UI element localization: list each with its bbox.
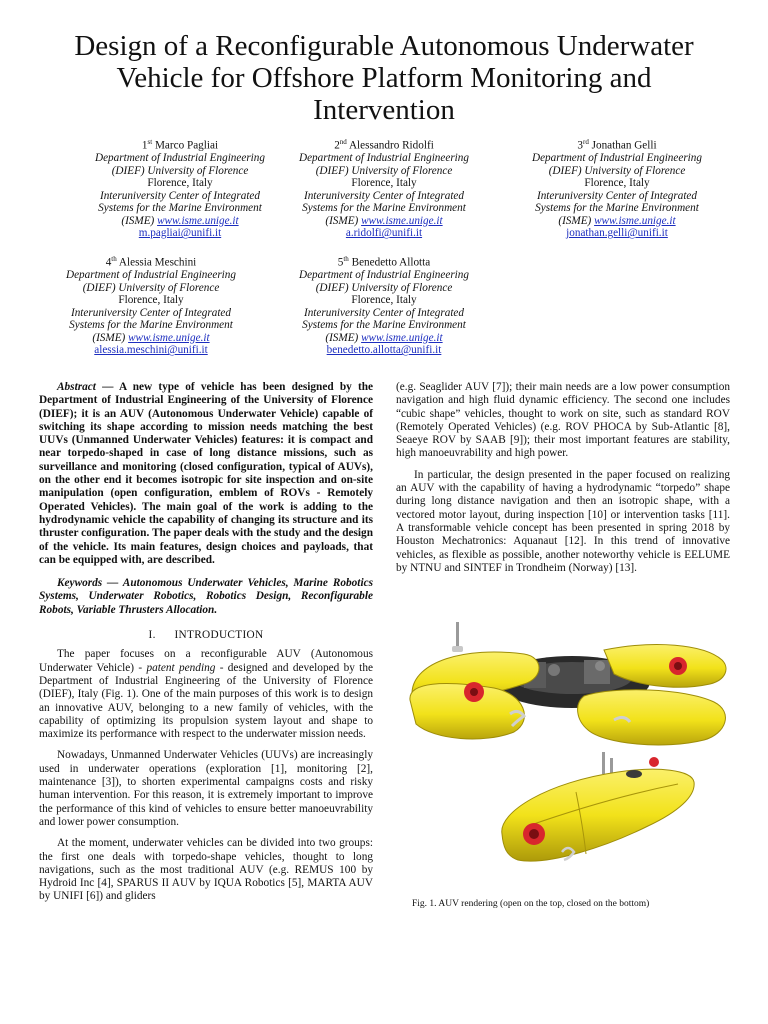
author-dept: Department of Industrial Engineering <box>66 269 236 282</box>
author-isme-line: (ISME) www.isme.unige.it <box>325 214 443 227</box>
author-univ: (DIEF) University of Florence <box>82 281 220 294</box>
author-city: Florence, Italy <box>147 177 213 190</box>
author-city: Florence, Italy <box>584 177 650 190</box>
intro-paragraph-1: The paper focuses on a reconfigurable AUV (Autonomous Underwater Vehicle) - patent pending - designed and developed by the Department of Industrial Engineering of the University of Florence (DIEF), Italy (Fig. 1). One of the main purposes of this work is to design an innovative AUV, belonging to a new family of vehicles, with the capability of optimizing its propulsion system layout and shape to maximize its performance with respect to the underwater mission needs. <box>39 648 373 741</box>
author-center-2: Systems for the Marine Environment <box>302 319 466 332</box>
author-dept: Department of Industrial Engineering <box>299 152 469 165</box>
author-center: Interuniversity Center of Integrated <box>536 189 697 202</box>
auv-closed-render <box>488 752 698 868</box>
author-dept: Department of Industrial Engineering <box>299 269 469 282</box>
email-link[interactable]: a.ridolfi@unifi.it <box>345 227 423 240</box>
author-name: 2nd Alessandro Ridolfi <box>334 138 434 152</box>
author-city: Florence, Italy <box>351 177 417 190</box>
author-name: 4th Alessia Meschini <box>105 255 197 269</box>
right-column <box>396 381 730 575</box>
author-city: Florence, Italy <box>351 294 417 307</box>
intro-paragraph-3: At the moment, underwater vehicles can be divided into two groups: the first one deals with torpedo-shape vehicles, thought to long navigations, such as the most traditional AUV (e.g. REMUS 100 by Hydroid Inc [4], SPARUS II AUV by IQUA Robotics [5], MARTA AUV by UNIFI [6]) and gliders <box>39 837 373 903</box>
email-link[interactable]: benedetto.allotta@unifi.it <box>326 344 442 357</box>
author-center-2: Systems for the Marine Environment <box>535 202 699 215</box>
email-link[interactable]: m.pagliai@unifi.it <box>138 227 222 240</box>
section-title: INTRODUCTION <box>174 629 264 642</box>
author-2 <box>269 136 499 240</box>
intro-paragraph-2: Nowadays, Unmanned Underwater Vehicles (UUVs) are increasingly used in underwater operations (exploration [1], monitoring [2], maintenance [3]), to shorten experimental campaigns costs and risky human intervention. For this reason, it is extremely important to improve the performance of this kind of vehicles to ensure better manoeuvrability and lower power consumption. <box>39 749 373 828</box>
author-dept: Department of Industrial Engineering <box>532 152 702 165</box>
right-paragraph-1: (e.g. Seaglider AUV [7]); their main needs are a low power consumption navigation and high fluid dynamic efficiency. The second one includes “cubic shape” vehicles, thought to work on site, such as standard ROV (Remotely Operated Vehicles) (e.g. ROV PHOCA by Sub-Atlantic [8], Seaeye ROV by SAAB [9]); their most important features are stability, high manoeuvrability and high power. <box>396 381 730 460</box>
email-link[interactable]: jonathan.gelli@unifi.it <box>566 227 668 240</box>
author-isme-line: (ISME) www.isme.unige.it <box>558 214 676 227</box>
author-isme-line: (ISME) www.isme.unige.it <box>121 214 239 227</box>
email-link[interactable]: alessia.meschini@unifi.it <box>94 344 208 357</box>
author-center: Interuniversity Center of Integrated <box>99 189 260 202</box>
author-center: Interuniversity Center of Integrated <box>303 306 464 319</box>
author-5 <box>269 253 499 357</box>
author-3 <box>502 136 732 240</box>
author-4 <box>36 253 266 357</box>
author-email-line <box>502 227 732 240</box>
right-paragraph-2: In particular, the design presented in the paper focused on realizing an AUV with the capability of having a hydrodynamic “torpedo” shape during long distance navigation and then an isotropic shape, with a vectored motor layout, during inspection [10] or intervention tasks [11]. A transformable vehicle concept has been presented in spring 2018 by Houston Mechatronics: Aquanaut [12]. In this trend of innovative vehicles, as flexible as possible, another noteworthy vehicle is EELUME by NTNU and SINTEF in Trondheim (Norway) [13]. <box>396 468 730 574</box>
isme-link[interactable]: www.isme.unige.it <box>361 331 443 344</box>
left-column <box>39 381 373 904</box>
author-univ: (DIEF) University of Florence <box>111 164 249 177</box>
author-name: 3rd Jonathan Gelli <box>577 138 657 152</box>
abstract-label: Abstract <box>57 381 96 393</box>
author-univ: (DIEF) University of Florence <box>548 164 686 177</box>
author-isme-line: (ISME) www.isme.unige.it <box>325 331 443 344</box>
section-heading <box>39 629 373 642</box>
author-email-line <box>65 227 295 240</box>
author-1 <box>65 136 295 240</box>
keywords: Keywords — Autonomous Underwater Vehicles, Marine Robotics Systems, Underwater Robotics, Robotics Design, Reconfigurable Robots, Variable Thrusters Allocation. <box>39 577 373 616</box>
author-city: Florence, Italy <box>118 294 184 307</box>
author-center: Interuniversity Center of Integrated <box>303 189 464 202</box>
abstract-text: A new type of vehicle has been designed by the Department of Industrial Engineering of the University of Florence (DIEF); it is an AUV (Autonomous Underwater Vehicle) capable of switching its shape according to mission needs matching the best UUVs (Unmanned Underwater Vehicles) features: it is compact and near torpedo-shaped in case of long distance missions, such as surveillance and monitoring (closed configuration, typical of AUVs), on the other end it becomes isotropic for site inspection and on-site manipulation (open configuration, emblem of ROVs - Remotely Operated Vehicles). The main goal of the work is adding to the hydrodynamic vehicle the capability of changing its structure and its thruster configuration. The paper deals with the study and the design of the vehicle. Its main features, design choices and payloads, that can be equipped with, are described. <box>39 381 374 566</box>
figure-caption: Fig. 1. AUV rendering (open on the top, closed on the bottom) <box>412 899 650 909</box>
auv-open-render <box>404 622 734 752</box>
author-email-line <box>36 344 266 357</box>
abstract <box>39 381 373 567</box>
author-email-line <box>269 227 499 240</box>
author-univ: (DIEF) University of Florence <box>315 164 453 177</box>
abstract-dash: — <box>95 381 119 393</box>
author-center-2: Systems for the Marine Environment <box>69 319 233 332</box>
author-isme-line: (ISME) www.isme.unige.it <box>92 331 210 344</box>
section-number: I. <box>148 629 156 642</box>
isme-link[interactable]: www.isme.unige.it <box>128 331 210 344</box>
author-univ: (DIEF) University of Florence <box>315 281 453 294</box>
author-center-2: Systems for the Marine Environment <box>98 202 262 215</box>
author-name: 1st Marco Pagliai <box>141 138 219 152</box>
paper-title: Design of a Reconfigurable Autonomous Underwater Vehicle for Offshore Platform Monitoring and Intervention <box>74 30 694 126</box>
author-dept: Department of Industrial Engineering <box>95 152 265 165</box>
author-name: 5th Benedetto Allotta <box>337 255 431 269</box>
author-center: Interuniversity Center of Integrated <box>70 306 231 319</box>
isme-link[interactable]: www.isme.unige.it <box>361 214 443 227</box>
patent-pending-emphasis: patent pending <box>146 661 216 674</box>
author-email-line <box>269 344 499 357</box>
isme-link[interactable]: www.isme.unige.it <box>594 214 676 227</box>
author-center-2: Systems for the Marine Environment <box>302 202 466 215</box>
isme-link[interactable]: www.isme.unige.it <box>157 214 239 227</box>
